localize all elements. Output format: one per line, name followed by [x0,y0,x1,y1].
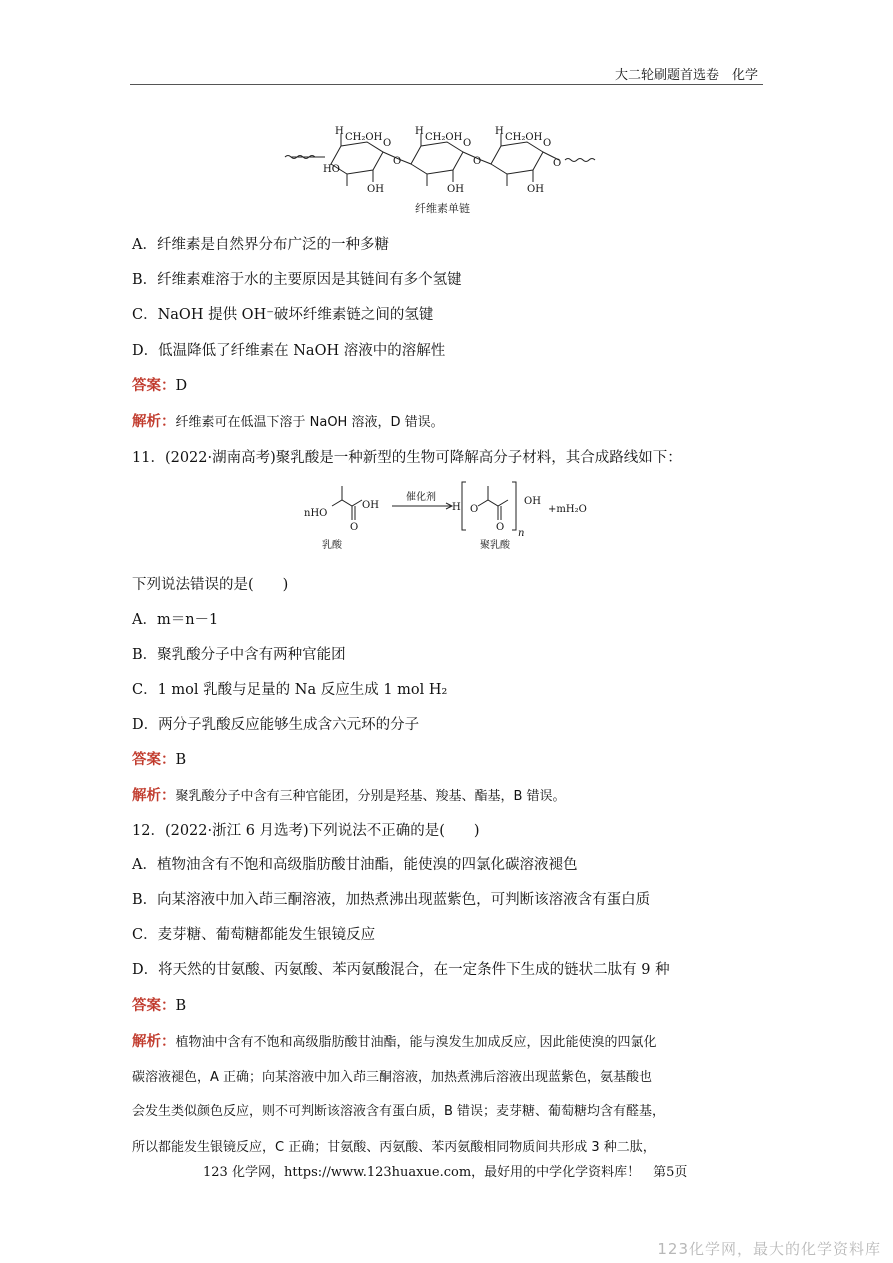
page-footer: 123 化学网，https://www.123huaxue.com，最好用的中学化学资料库！ 第5页 [203,1165,688,1180]
catalyst-label: 催化剂 [406,492,436,503]
svg-text:O: O [543,138,552,149]
q12-explanation-line-4: 所以都能发生银镜反应，C 正确；甘氨酸、丙氨酸、苯丙氨酸相同物质间共形成 3 种二肽， [132,1140,656,1155]
explanation-text: 纤维素可在低温下溶于 NaOH 溶液，D 错误。 [175,415,444,430]
svg-text:H: H [495,126,504,137]
running-header: 大二轮刷题首选卷 化学 [615,68,759,83]
polymer-skeleton [478,500,508,506]
bracket-right [512,482,516,530]
q10-answer [132,374,187,395]
svg-text:O: O [383,138,392,149]
explanation-text: 聚乳酸分子中含有三种官能团，分别是羟基、羧基、酯基，B 错误。 [175,789,566,804]
svg-text:OH: OH [527,184,544,195]
header-divider [130,84,763,85]
bracket-left [462,482,466,530]
q12-explanation-line-3: 会发生类似颜色反应，则不可判断该溶液含有蛋白质，B 错误；麦芽糖、葡萄糖均含有醛基， [132,1104,666,1119]
chain-wavy-left [285,156,325,159]
q10-option-a: A．纤维素是自然界分布广泛的一种多糖 [132,237,389,253]
q12-answer [132,994,186,1015]
svg-text:CH₂OH: CH₂OH [345,132,383,143]
svg-text:OH: OH [524,496,541,507]
svg-text:H: H [452,502,461,513]
svg-text:O: O [496,522,505,533]
q10-explanation [132,410,444,431]
answer-label: 答案： [132,997,176,1014]
cellulose-structure-figure [283,124,613,216]
q11-option-b: B．聚乳酸分子中含有两种官能团 [132,647,346,663]
svg-text:O: O [473,156,482,167]
watermark: 123化学网，最大的化学资料库 [657,1240,881,1258]
svg-text:O: O [553,158,562,169]
q10-option-d: D．低温降低了纤维素在 NaOH 溶液中的溶解性 [132,343,446,359]
explanation-text: 植物油中含有不饱和高级脂肪酸甘油酯，能与溴发生加成反应，因此能使溴的四氯化 [175,1035,657,1050]
q11-stem: 11．(2022·湖南高考)聚乳酸是一种新型的生物可降解高分子材料，其合成路线如下： [132,450,682,466]
svg-text:HO: HO [323,164,340,175]
q11-option-c: C．1 mol 乳酸与足量的 Na 反应生成 1 mol H₂ [132,682,448,698]
figure-caption: 纤维素单链 [415,202,470,215]
explanation-label: 解析： [132,413,176,430]
q11-option-a: A．m＝n－1 [132,612,219,628]
explanation-label: 解析： [132,1033,176,1050]
svg-text:O: O [350,522,359,533]
svg-text:O: O [463,138,472,149]
q11-option-d: D．两分子乳酸反应能够生成含六元环的分子 [132,717,420,733]
q11-answer [132,748,186,769]
explanation-label: 解析： [132,787,176,804]
q11-explanation [132,784,566,805]
byproduct: +mH₂O [548,504,587,515]
q12-option-d: D．将天然的甘氨酸、丙氨酸、苯丙氨酸混合，在一定条件下生成的链状二肽有 9 种 [132,962,670,978]
q10-option-c: C．NaOH 提供 OH⁻破坏纤维素链之间的氢键 [132,307,434,323]
q10-option-b: B．纤维素难溶于水的主要原因是其链间有多个氢键 [132,272,462,288]
svg-text:CH₂OH: CH₂OH [505,132,543,143]
svg-text:O: O [470,504,479,515]
svg-text:CH₂OH: CH₂OH [425,132,463,143]
answer-value: D [175,378,188,394]
reactant-name: 乳酸 [322,540,342,551]
q11-question: 下列说法错误的是( ) [132,577,289,593]
product-name: 聚乳酸 [480,540,510,551]
svg-text:O: O [393,156,402,167]
q12-option-c: C．麦芽糖、葡萄糖都能发生银镜反应 [132,927,376,943]
answer-label: 答案： [132,751,176,768]
q12-option-a: A．植物油含有不饱和高级脂肪酸甘油酯，能使溴的四氯化碳溶液褪色 [132,857,578,873]
answer-value: B [175,998,187,1014]
q12-option-b: B．向某溶液中加入茚三酮溶液，加热煮沸出现蓝紫色，可判断该溶液含有蛋白质 [132,892,651,908]
svg-text:nHO: nHO [304,508,328,519]
answer-value: B [175,752,187,768]
lactic-acid-skeleton [332,500,362,506]
svg-text:n: n [518,528,525,539]
svg-text:OH: OH [447,184,464,195]
svg-text:OH: OH [367,184,384,195]
q12-explanation-line-2: 碳溶液褪色，A 正确；向某溶液中加入茚三酮溶液，加热煮沸后溶液出现蓝紫色，氨基酸也 [132,1070,653,1085]
svg-text:OH: OH [362,500,379,511]
answer-label: 答案： [132,377,176,394]
q12-stem: 12．(2022·浙江 6 月选考)下列说法不正确的是( ) [132,823,480,839]
polylactic-acid-synthesis-figure [302,478,592,556]
chain-wavy-right [565,159,595,162]
glucose-ring-3 [491,142,543,174]
svg-text:H: H [415,126,424,137]
q12-explanation-line-1 [132,1030,657,1051]
svg-text:H: H [335,126,344,137]
glucose-ring-2 [411,142,463,174]
